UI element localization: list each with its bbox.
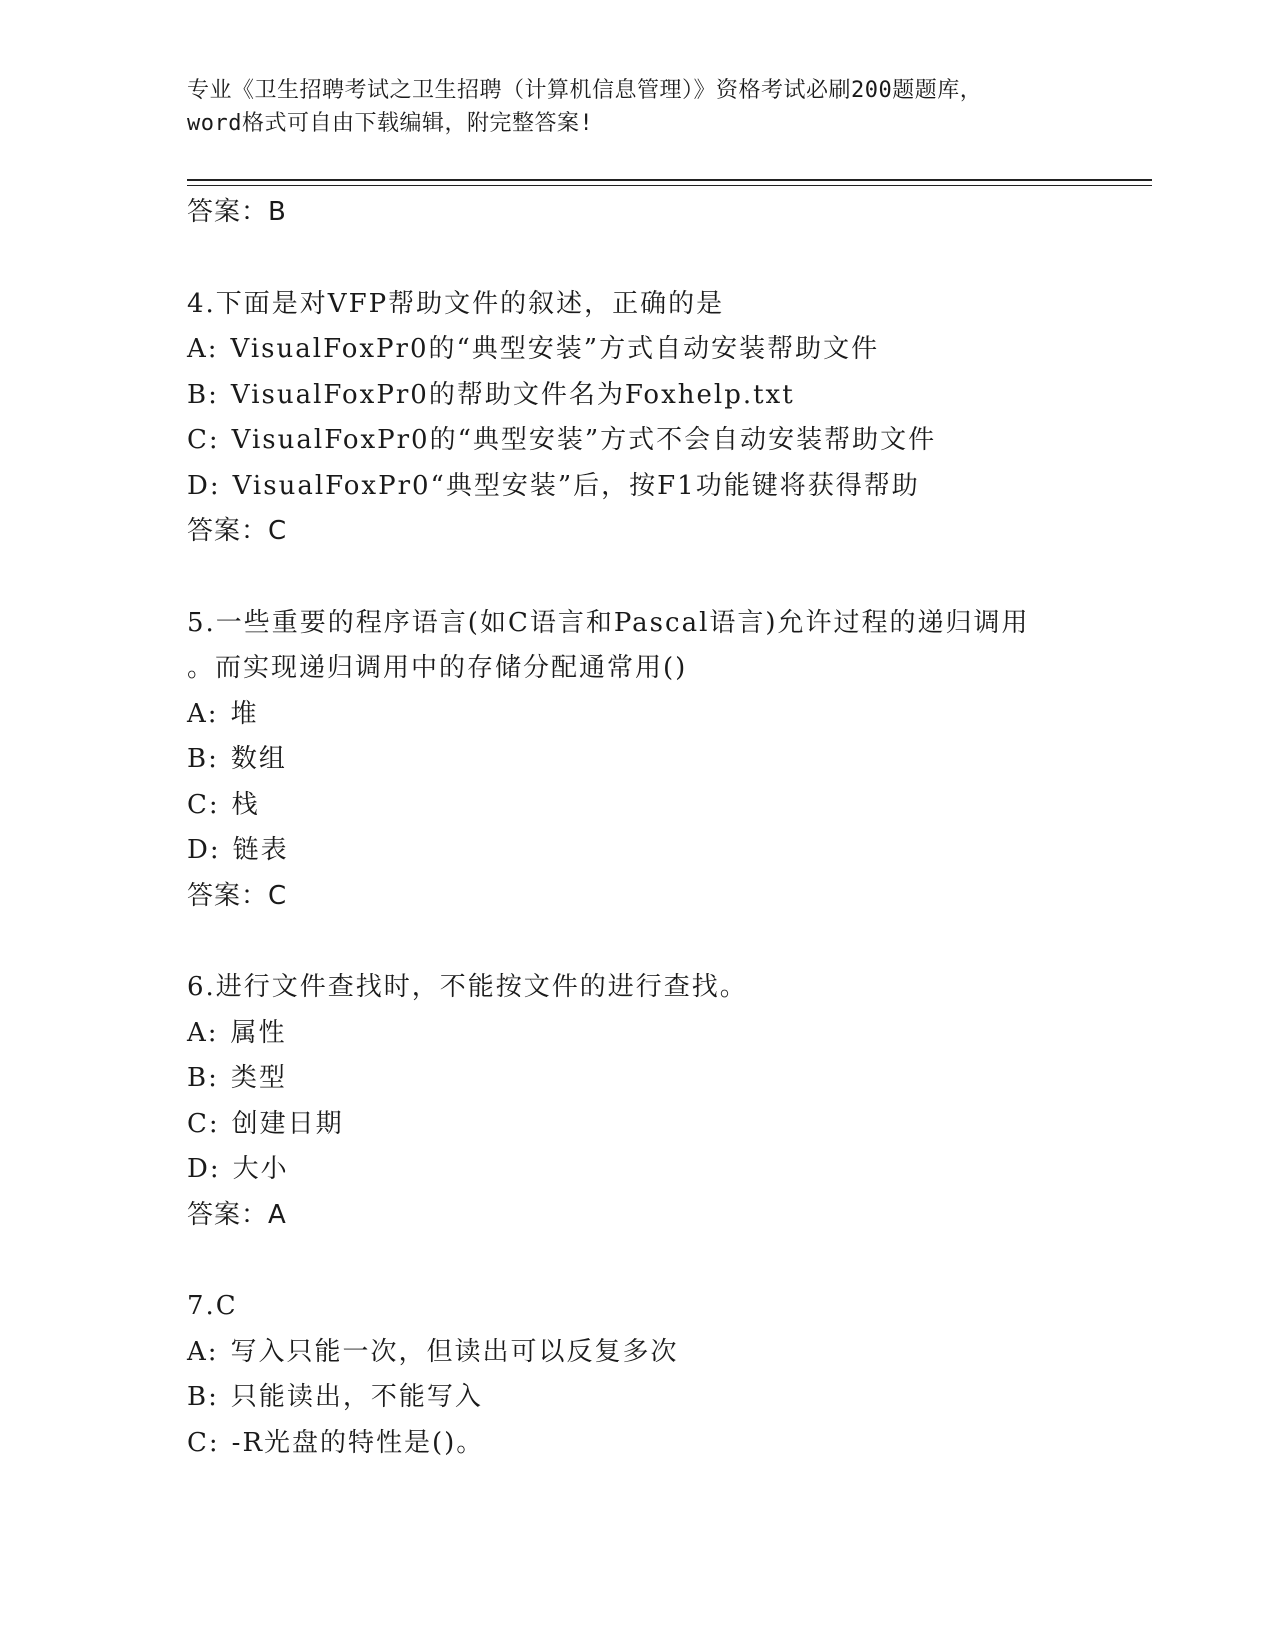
- option-text: 属性: [230, 1017, 287, 1048]
- question-text: 5.一些重要的程序语言(如C语言和Pascal语言)允许过程的递归调用: [187, 607, 1030, 638]
- option-a: [187, 1011, 1147, 1057]
- option-b: [187, 1375, 1147, 1421]
- option-text: 数组: [230, 744, 287, 774]
- option-label: B:: [187, 744, 219, 774]
- question-text: 7.C: [187, 1291, 238, 1321]
- option-a: [187, 1330, 1147, 1376]
- option-d: [187, 828, 1147, 874]
- option-c: [187, 1421, 1147, 1467]
- header-rule-thin: [187, 185, 1152, 186]
- option-c: [187, 783, 1147, 829]
- header-line-1: 专业《卫生招聘考试之卫生招聘（计算机信息管理）》资格考试必刷200题题库，: [187, 78, 983, 103]
- option-text: VisualFoxPr0的帮助文件名为Foxhelp.txt: [230, 379, 795, 410]
- block-gap: [187, 555, 1147, 601]
- option-label: B:: [187, 1063, 219, 1093]
- document-header: [187, 74, 1087, 140]
- answer-line: 答案：C: [187, 516, 288, 546]
- question-block: [187, 1284, 1147, 1466]
- question-text-continued: 。而实现递归调用中的存储分配通常用(): [187, 653, 688, 683]
- option-label: C:: [187, 425, 220, 455]
- question-block: [187, 965, 1147, 1238]
- answer-line: 答案：C: [187, 880, 288, 911]
- option-label: D:: [187, 1154, 221, 1184]
- answer-block: [187, 190, 1147, 236]
- question-block: [187, 601, 1147, 920]
- option-text: VisualFoxPr0的“典型安装”方式自动安装帮助文件: [230, 334, 880, 364]
- option-d: [187, 1147, 1147, 1193]
- option-a: [187, 327, 1147, 373]
- option-text: 栈: [231, 789, 260, 820]
- option-label: D:: [187, 835, 221, 865]
- option-label: A:: [187, 1017, 219, 1048]
- header-rule-thick: [187, 179, 1152, 181]
- option-text: 类型: [230, 1063, 287, 1093]
- option-a: [187, 692, 1147, 738]
- header-line-2: word格式可自由下载编辑，附完整答案!: [187, 111, 594, 136]
- option-text: VisualFoxPr0“典型安装”后，按F1功能键将获得帮助: [232, 470, 920, 501]
- option-label: A:: [187, 1336, 219, 1367]
- question-list: [187, 190, 1147, 1466]
- option-b: [187, 737, 1147, 783]
- option-text: 创建日期: [231, 1108, 344, 1139]
- option-label: D:: [187, 470, 221, 501]
- answer-line: 答案：B: [187, 197, 287, 227]
- option-c: [187, 418, 1147, 464]
- option-label: C:: [187, 1108, 220, 1139]
- option-label: A:: [187, 334, 219, 364]
- option-d: [187, 464, 1147, 510]
- option-label: C:: [187, 789, 220, 820]
- block-gap: [187, 919, 1147, 965]
- answer-line: 答案：A: [187, 1199, 287, 1230]
- option-label: C:: [187, 1427, 220, 1458]
- option-c: [187, 1102, 1147, 1148]
- option-text: 只能读出，不能写入: [230, 1382, 483, 1412]
- option-label: A:: [187, 698, 219, 729]
- question-block: [187, 282, 1147, 555]
- option-text: VisualFoxPr0的“典型安装”方式不会自动安装帮助文件: [231, 425, 937, 455]
- question-text: 6.进行文件查找时，不能按文件的进行查找。: [187, 972, 748, 1002]
- option-text: 链表: [232, 835, 289, 865]
- option-text: -R光盘的特性是()。: [231, 1427, 485, 1458]
- block-gap: [187, 1238, 1147, 1284]
- option-label: B:: [187, 1382, 219, 1412]
- option-b: [187, 373, 1147, 419]
- block-gap: [187, 236, 1147, 282]
- option-text: 堆: [230, 698, 259, 729]
- option-label: B:: [187, 379, 219, 410]
- option-text: 写入只能一次，但读出可以反复多次: [230, 1336, 679, 1367]
- option-text: 大小: [232, 1154, 289, 1184]
- option-b: [187, 1056, 1147, 1102]
- question-text: 4.下面是对VFP帮助文件的叙述，正确的是: [187, 288, 725, 319]
